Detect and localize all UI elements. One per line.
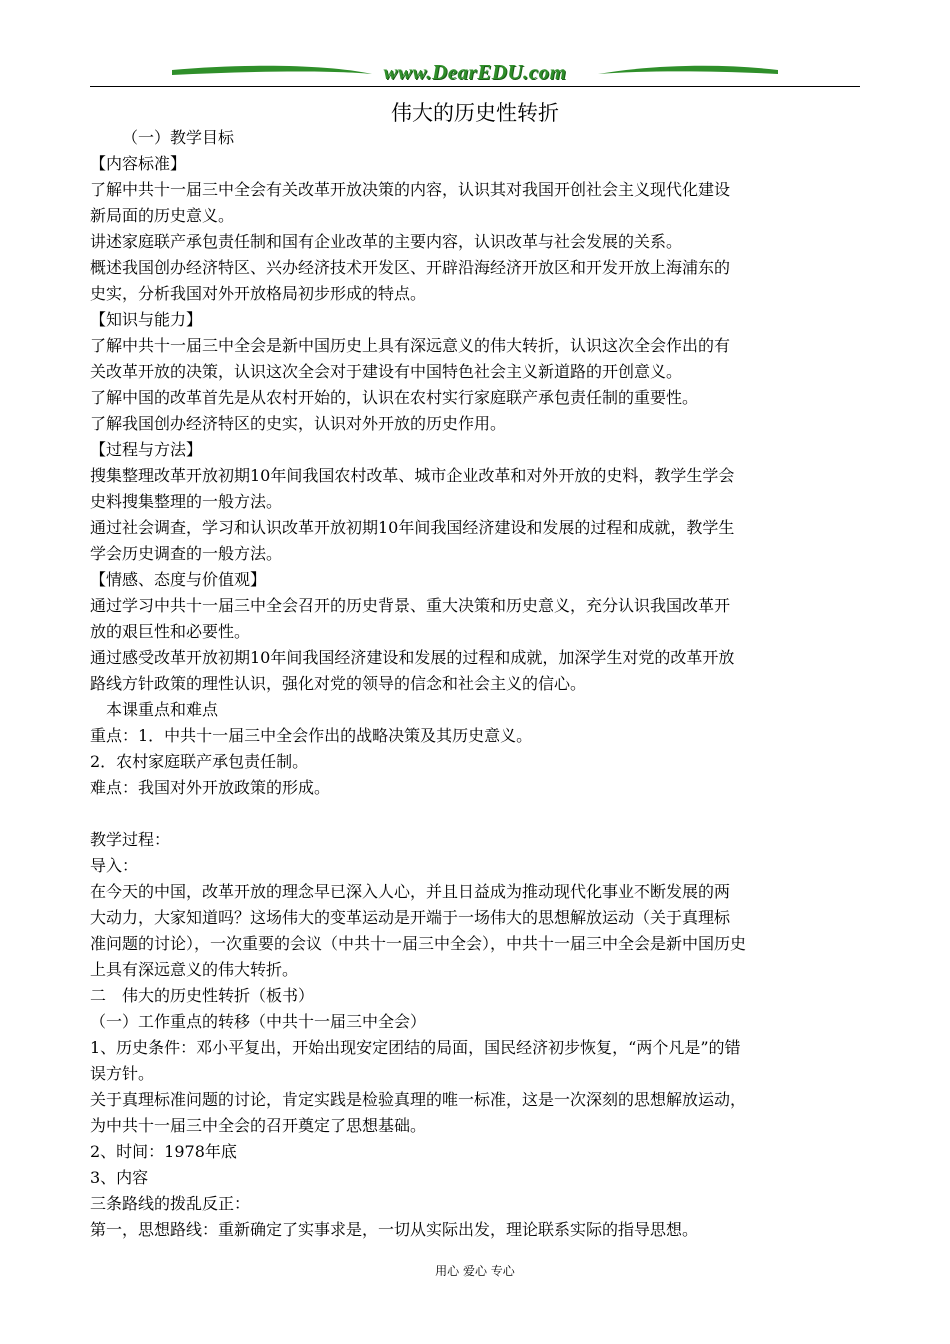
paragraph-line: 教学过程： xyxy=(90,830,171,849)
section-heading: 【情感、态度与价值观】 xyxy=(90,570,267,589)
paragraph-line: （一）教学目标 xyxy=(122,128,235,147)
paragraph-line: 通过感受改革开放初期10年间我国经济建设和发展的过程和成就，加深学生对党的改革开放 xyxy=(90,648,735,667)
paragraph-line: 概述我国创办经济特区、兴办经济技术开发区、开辟沿海经济开放区和开发开放上海浦东的 xyxy=(90,258,731,277)
paragraph-line: 通过学习中共十一届三中全会召开的历史背景、重大决策和历史意义，充分认识我国改革开 xyxy=(90,596,731,615)
paragraph-line: 误方针。 xyxy=(90,1064,155,1083)
paragraph-line: 1、历史条件：邓小平复出，开始出现安定团结的局面，国民经济初步恢复，“两个凡是”的错 xyxy=(90,1038,741,1057)
paragraph-line: 导入： xyxy=(90,856,139,875)
paragraph-line: 新局面的历史意义。 xyxy=(90,206,235,225)
section-heading: 【过程与方法】 xyxy=(90,440,203,459)
paragraph-line: 难点：我国对外开放政策的形成。 xyxy=(90,778,331,797)
page-title: 伟大的历史性转折 xyxy=(391,101,559,125)
paragraph-line: 学会历史调查的一般方法。 xyxy=(90,544,283,563)
site-logo-text[interactable]: www.DearEDU.com xyxy=(383,60,567,84)
paragraph-line: 为中共十一届三中全会的召开奠定了思想基础。 xyxy=(90,1116,427,1135)
paragraph-line: 搜集整理改革开放初期10年间我国农村改革、城市企业改革和对外开放的史料，教学生学会 xyxy=(90,466,735,485)
paragraph-line: 在今天的中国，改革开放的理念早已深入人心，并且日益成为推动现代化事业不断发展的两 xyxy=(90,882,731,901)
paragraph-line: 准问题的讨论），一次重要的会议（中共十一届三中全会），中共十一届三中全会是新中国历史 xyxy=(90,934,747,953)
paragraph-line: 关于真理标准问题的讨论，肯定实践是检验真理的唯一标准，这是一次深刻的思想解放运动， xyxy=(90,1090,747,1109)
paragraph-line: 三条路线的拨乱反正： xyxy=(90,1194,251,1213)
paragraph-line: 第一，思想路线：重新确定了实事求是，一切从实际出发，理论联系实际的指导思想。 xyxy=(90,1220,699,1239)
paragraph-line: 2、时间：1978年底 xyxy=(90,1142,237,1161)
section-heading: 二 伟大的历史性转折（板书） xyxy=(90,986,315,1005)
section-heading: 【内容标准】 xyxy=(90,154,187,173)
paragraph-line: 放的艰巨性和必要性。 xyxy=(90,622,251,641)
paragraph-line: 3、内容 xyxy=(90,1168,149,1187)
paragraph-line: 了解中国的改革首先是从农村开始的，认识在农村实行家庭联产承包责任制的重要性。 xyxy=(90,388,699,407)
section-heading: 本课重点和难点 xyxy=(106,700,219,719)
section-heading: 【知识与能力】 xyxy=(90,310,203,329)
paragraph-line: 关改革开放的决策，认识这次全会对于建设有中国特色社会主义新道路的开创意义。 xyxy=(90,362,683,381)
paragraph-line: 重点：1．中共十一届三中全会作出的战略决策及其历史意义。 xyxy=(90,726,533,745)
paragraph-line: 了解中共十一届三中全会是新中国历史上具有深远意义的伟大转折，认识这次全会作出的有 xyxy=(90,336,731,355)
paragraph-line: 路线方针政策的理性认识，强化对党的领导的信念和社会主义的信心。 xyxy=(90,674,587,693)
paragraph-line: 了解我国创办经济特区的史实，认识对外开放的历史作用。 xyxy=(90,414,507,433)
paragraph-line: 大动力，大家知道吗？这场伟大的变革运动是开端于一场伟大的思想解放运动（关于真理标 xyxy=(90,908,731,927)
header-divider xyxy=(90,86,860,87)
paragraph-line: 上具有深远意义的伟大转折。 xyxy=(90,960,299,979)
page-footer: 用心 爱心 专心 xyxy=(435,1264,515,1278)
document-body xyxy=(90,125,865,1243)
paragraph-line: 了解中共十一届三中全会有关改革开放决策的内容，认识其对我国开创社会主义现代化建设 xyxy=(90,180,731,199)
paragraph-line: 史料搜集整理的一般方法。 xyxy=(90,492,283,511)
section-heading: （一）工作重点的转移（中共十一届三中全会） xyxy=(90,1012,427,1031)
paragraph-line: 2．农村家庭联产承包责任制。 xyxy=(90,752,309,771)
blank-line xyxy=(90,801,865,827)
paragraph-line: 史实，分析我国对外开放格局初步形成的特点。 xyxy=(90,284,427,303)
paragraph-line: 讲述家庭联产承包责任制和国有企业改革的主要内容，认识改革与社会发展的关系。 xyxy=(90,232,683,251)
paragraph-line: 通过社会调查，学习和认识改革开放初期10年间我国经济建设和发展的过程和成就，教学生 xyxy=(90,518,735,537)
